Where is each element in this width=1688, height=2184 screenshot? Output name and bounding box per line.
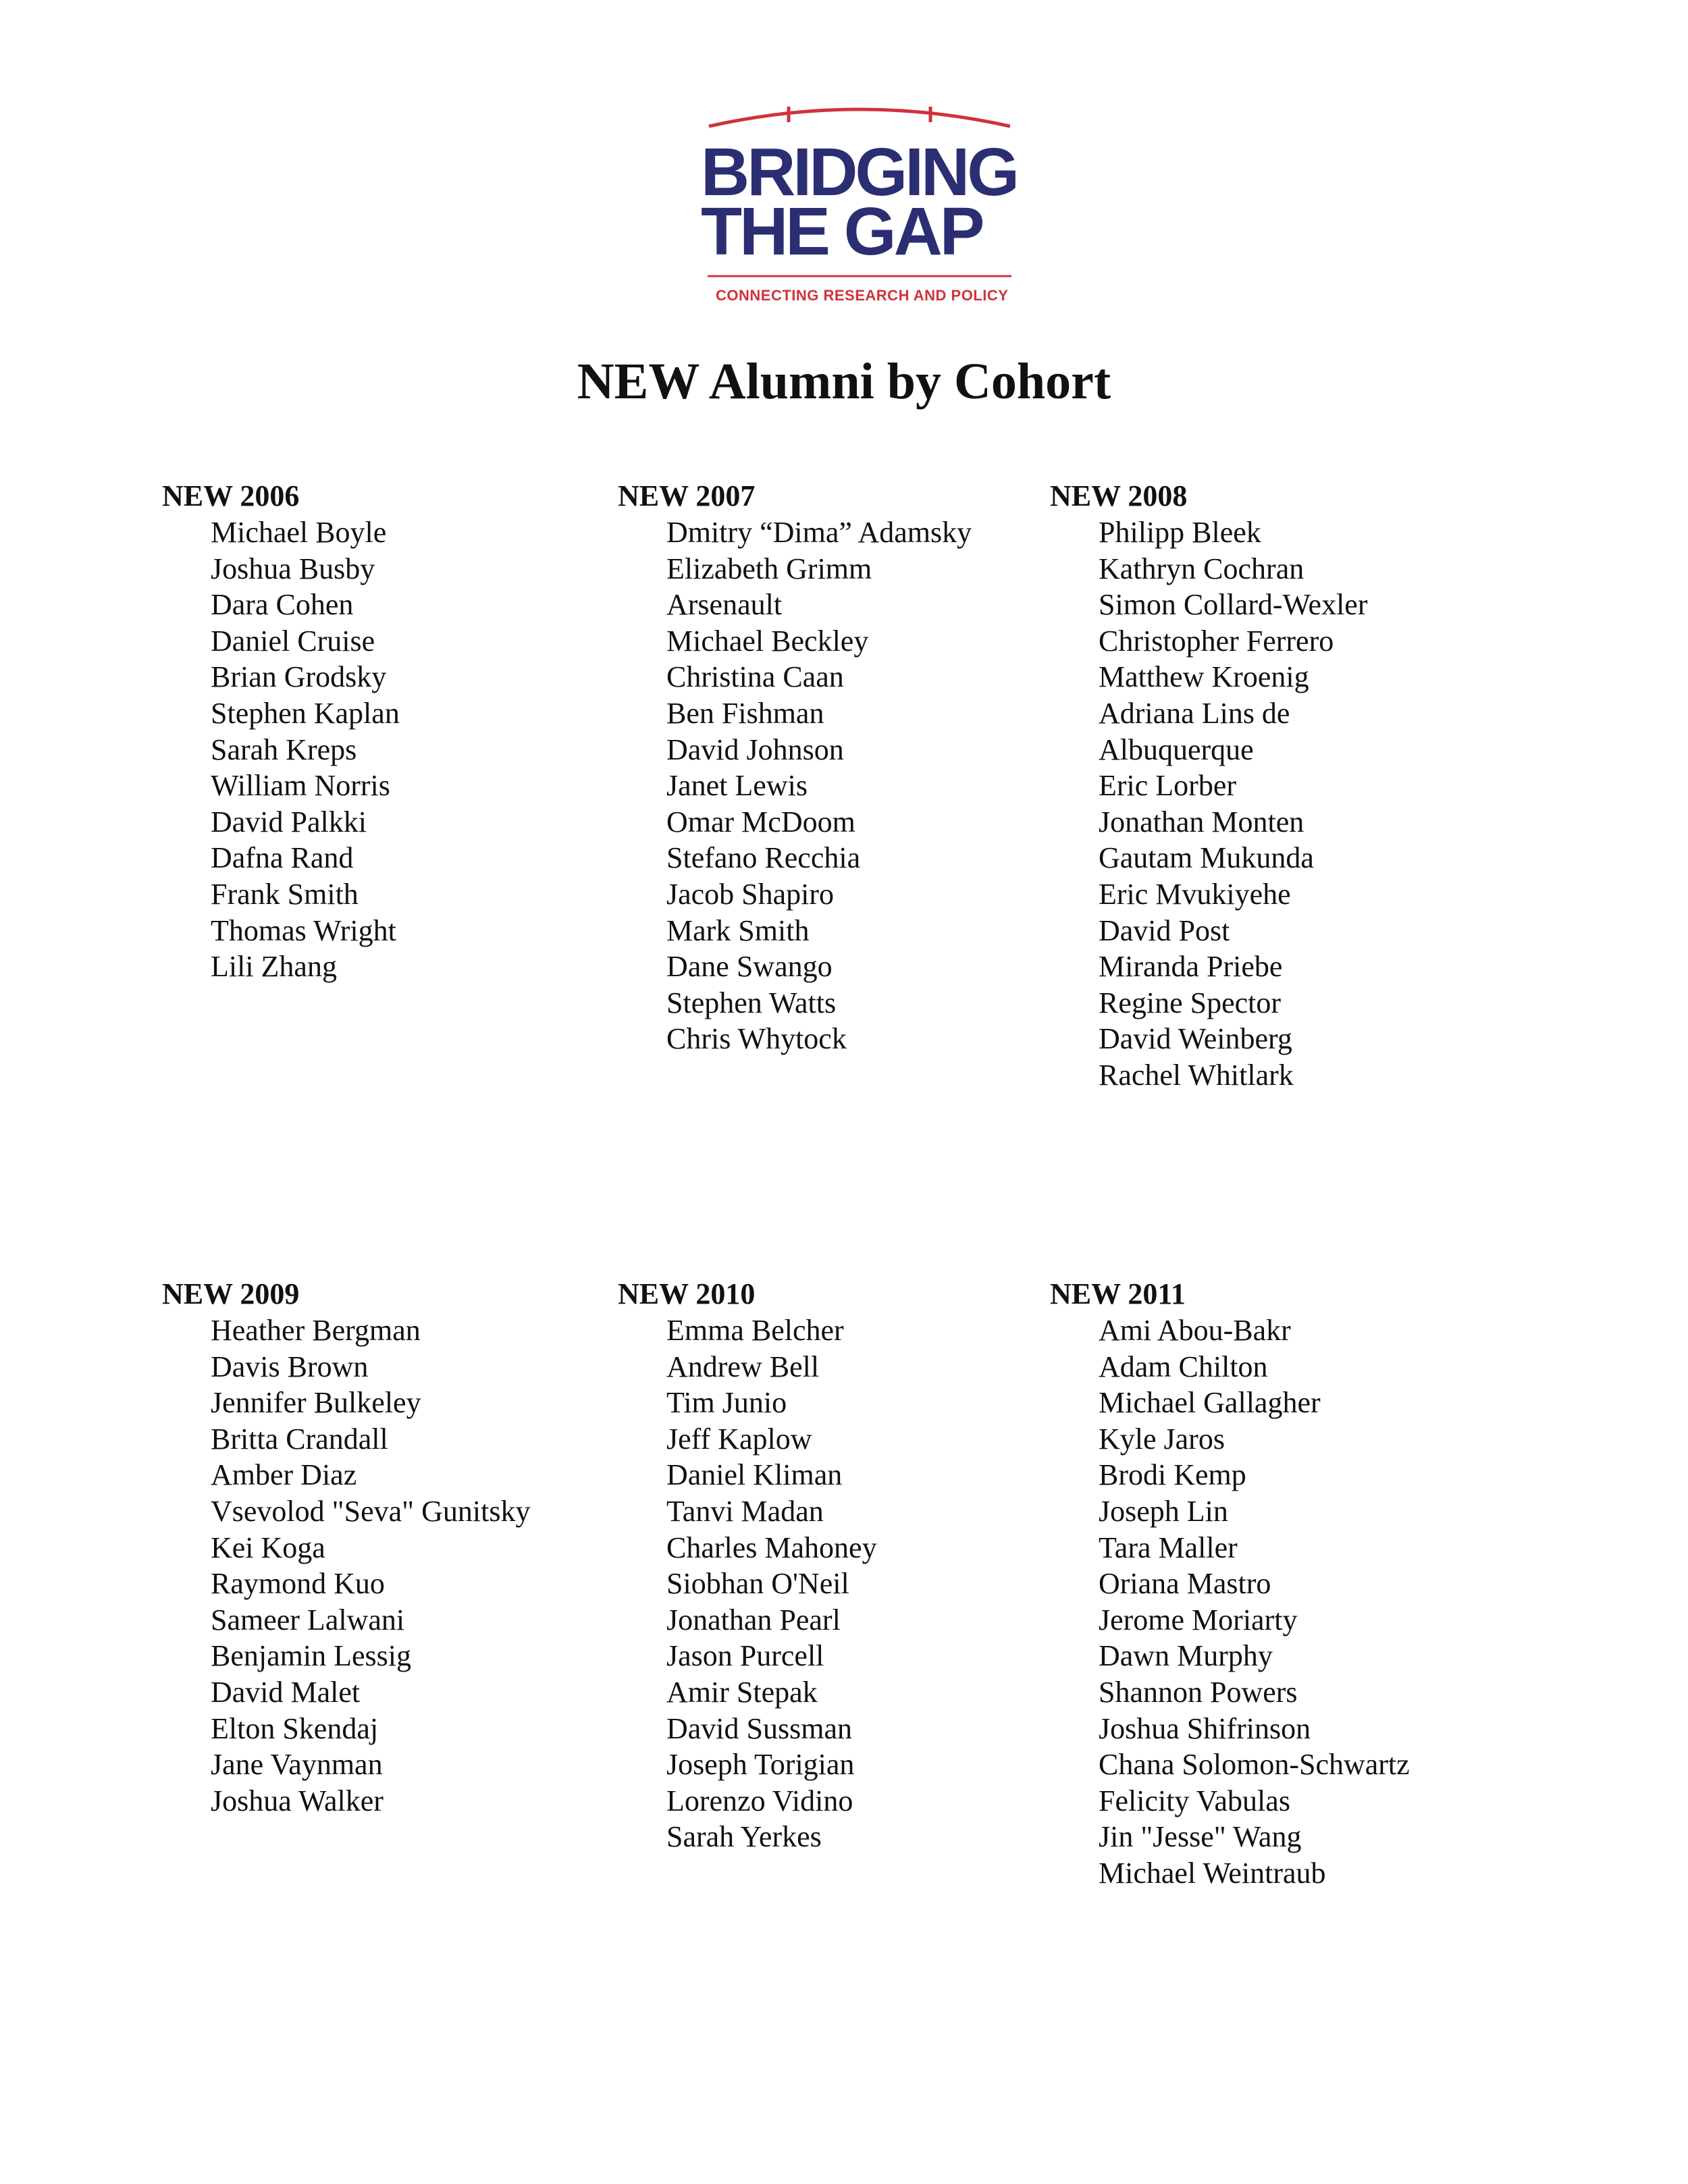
cohort-2009 (162, 1276, 648, 1819)
alumni-name: David Weinberg (1099, 1022, 1292, 1056)
alumni-name: Tanvi Madan (666, 1494, 824, 1528)
alumni-name: Andrew Bell (666, 1350, 820, 1383)
alumni-name: David Malet (211, 1675, 361, 1709)
alumni-name: Lili Zhang (211, 950, 337, 984)
alumni-name: Dara Cohen (211, 588, 354, 622)
alumni-name: Chris Whytock (666, 1022, 847, 1056)
alumni-name: Simon Collard-Wexler (1099, 588, 1368, 622)
alumni-name: Albuquerque (1099, 733, 1254, 766)
alumni-name: Daniel Kliman (666, 1458, 843, 1492)
alumni-name: Adam Chilton (1099, 1350, 1268, 1383)
alumni-name: Adriana Lins de (1099, 696, 1290, 730)
alumni-name: Michael Beckley (666, 624, 869, 658)
cohort-2008 (1050, 478, 1536, 1094)
alumni-name: Sarah Yerkes (666, 1820, 822, 1854)
alumni-name: Siobhan O'Neil (666, 1567, 849, 1601)
alumni-name: Frank Smith (211, 877, 359, 911)
alumni-name: Jerome Moriarty (1099, 1603, 1298, 1636)
cohort-heading: NEW 2011 (1050, 1277, 1186, 1310)
alumni-name: Stephen Kaplan (211, 696, 400, 730)
alumni-name: Eric Mvukiyehe (1099, 877, 1291, 911)
cohort-member-list (1050, 514, 1536, 1094)
bridging-the-gap-logo (701, 98, 1018, 314)
alumni-name: Jennifer Bulkeley (211, 1386, 421, 1420)
alumni-name: Kei Koga (211, 1530, 325, 1564)
alumni-name: Brian Grodsky (211, 660, 387, 694)
alumni-name: Sameer Lalwani (211, 1603, 405, 1636)
alumni-name: Dafna Rand (211, 841, 354, 875)
alumni-name: Jason Purcell (666, 1639, 824, 1673)
alumni-name: Heather Bergman (211, 1314, 421, 1347)
cohort-2011 (1050, 1276, 1536, 1892)
alumni-name: Davis Brown (211, 1350, 369, 1383)
alumni-name: Joshua Shifrinson (1099, 1711, 1311, 1745)
alumni-name: Michael Weintraub (1099, 1856, 1326, 1890)
alumni-name: Amber Diaz (211, 1458, 357, 1492)
cohort-heading: NEW 2006 (162, 479, 300, 512)
cohort-member-list (162, 1312, 648, 1819)
alumni-name: Shannon Powers (1099, 1675, 1298, 1709)
alumni-name: Sarah Kreps (211, 733, 357, 766)
logo-wordmark-line1: BRIDGING (701, 134, 1017, 210)
alumni-name: Rachel Whitlark (1099, 1058, 1294, 1092)
alumni-name: Jacob Shapiro (666, 877, 835, 911)
alumni-name: Ben Fishman (666, 696, 824, 730)
alumni-name: Felicity Vabulas (1099, 1784, 1290, 1817)
alumni-name: Mark Smith (666, 913, 810, 947)
alumni-name: Michael Gallagher (1099, 1386, 1321, 1420)
cohort-2007 (618, 478, 1104, 1057)
alumni-name: Joseph Torigian (666, 1748, 855, 1782)
alumni-name: Kyle Jaros (1099, 1422, 1225, 1456)
alumni-name: David Sussman (666, 1711, 852, 1745)
logo-divider (701, 272, 1018, 280)
bridge-arch-icon (701, 98, 1018, 138)
alumni-name: Dmitry “Dima” Adamsky (666, 516, 972, 549)
alumni-name: Benjamin Lessig (211, 1639, 411, 1673)
alumni-name: Daniel Cruise (211, 624, 375, 658)
cohort-heading: NEW 2008 (1050, 479, 1188, 512)
alumni-name: Eric Lorber (1099, 769, 1236, 803)
alumni-name: Charles Mahoney (666, 1530, 877, 1564)
alumni-name: Jonathan Pearl (666, 1603, 841, 1636)
alumni-name: Vsevolod "Seva" Gunitsky (211, 1494, 531, 1528)
alumni-name: Michael Boyle (211, 516, 387, 549)
alumni-name: Jeff Kaplow (666, 1422, 812, 1456)
alumni-name: Amir Stepak (666, 1675, 818, 1709)
alumni-name: Christina Caan (666, 660, 844, 694)
alumni-name: Elton Skendaj (211, 1711, 379, 1745)
alumni-name: Arsenault (666, 588, 783, 622)
page-title: NEW Alumni by Cohort (577, 353, 1111, 410)
alumni-name: Joseph Lin (1099, 1494, 1228, 1528)
alumni-name: William Norris (211, 769, 390, 803)
alumni-name: Omar McDoom (666, 805, 855, 838)
alumni-name: Oriana Mastro (1099, 1567, 1271, 1601)
alumni-name: Stephen Watts (666, 986, 837, 1019)
alumni-name: Jin "Jesse" Wang (1099, 1820, 1302, 1854)
cohort-2006 (162, 478, 648, 985)
alumni-name: David Post (1099, 913, 1230, 947)
alumni-name: Britta Crandall (211, 1422, 388, 1456)
alumni-name: Brodi Kemp (1099, 1458, 1246, 1492)
alumni-name: Thomas Wright (211, 913, 396, 947)
alumni-name: Christopher Ferrero (1099, 624, 1334, 658)
alumni-name: Janet Lewis (666, 769, 808, 803)
cohort-2010 (618, 1276, 1104, 1855)
alumni-name: Chana Solomon-Schwartz (1099, 1748, 1410, 1782)
logo-tagline: CONNECTING RESEARCH AND POLICY (716, 287, 1009, 304)
alumni-name: Tim Junio (666, 1386, 787, 1420)
cohort-member-list (162, 514, 648, 985)
alumni-name: Emma Belcher (666, 1314, 844, 1347)
alumni-name: Tara Maller (1099, 1530, 1238, 1564)
alumni-name: Joshua Walker (211, 1784, 384, 1817)
alumni-name: Elizabeth Grimm (666, 552, 872, 585)
cohort-heading: NEW 2009 (162, 1277, 300, 1310)
logo-wordmark-line2: THE GAP (701, 194, 982, 269)
alumni-name: Stefano Recchia (666, 841, 861, 875)
alumni-name: Ami Abou-Bakr (1099, 1314, 1291, 1347)
alumni-name: Jane Vaynman (211, 1748, 383, 1782)
alumni-name: Matthew Kroenig (1099, 660, 1309, 694)
alumni-name: Dane Swango (666, 950, 833, 984)
cohort-member-list (618, 1312, 1104, 1855)
alumni-name: Dawn Murphy (1099, 1639, 1273, 1673)
alumni-name: Jonathan Monten (1099, 805, 1304, 838)
alumni-name: Raymond Kuo (211, 1567, 385, 1601)
alumni-name: Miranda Priebe (1099, 950, 1283, 984)
cohort-member-list (618, 514, 1104, 1057)
cohort-heading: NEW 2007 (618, 479, 756, 512)
alumni-name: Joshua Busby (211, 552, 375, 585)
alumni-name: David Palkki (211, 805, 367, 838)
alumni-name: Kathryn Cochran (1099, 552, 1304, 585)
alumni-name: Lorenzo Vidino (666, 1784, 853, 1817)
cohort-heading: NEW 2010 (618, 1277, 756, 1310)
alumni-name: Gautam Mukunda (1099, 841, 1314, 875)
alumni-name: Philipp Bleek (1099, 516, 1261, 549)
cohort-member-list (1050, 1312, 1536, 1892)
alumni-name: David Johnson (666, 733, 844, 766)
alumni-name: Regine Spector (1099, 986, 1282, 1019)
